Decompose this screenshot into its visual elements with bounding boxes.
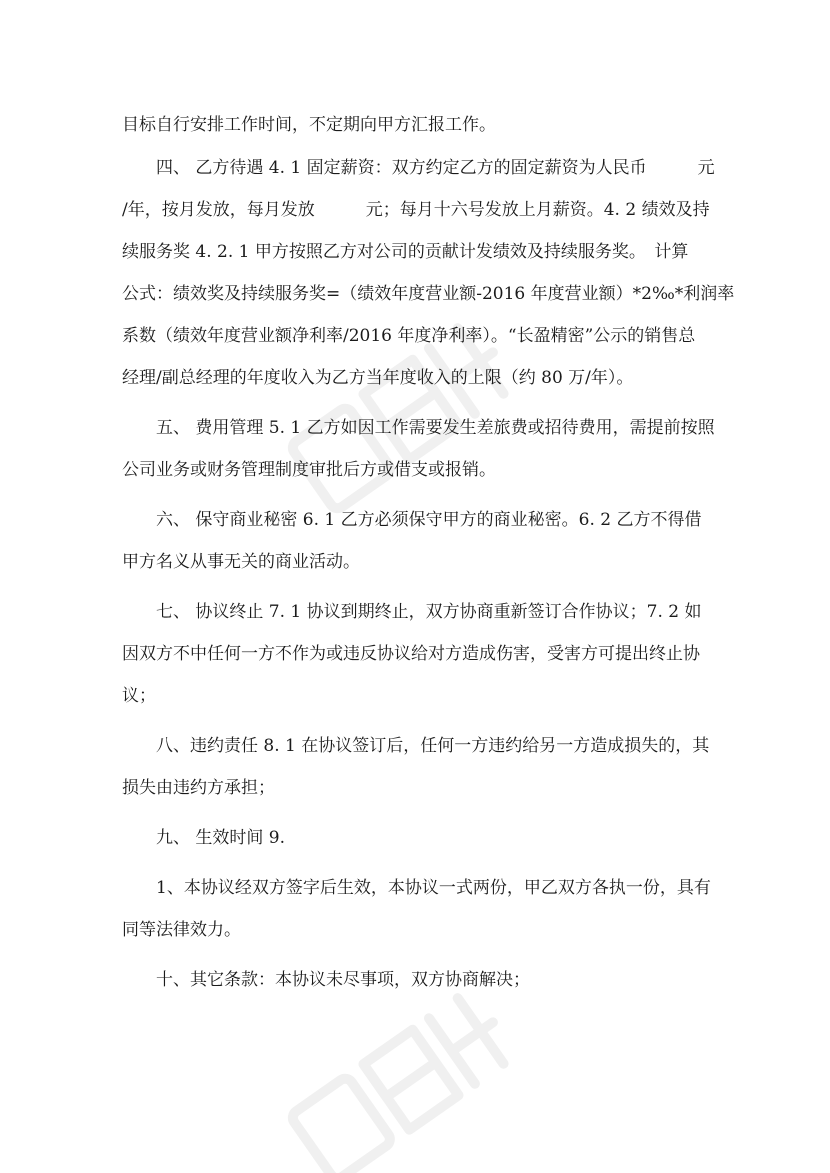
text-line: 七、 协议终止 7. 1 协议到期终止，双方协商重新签订合作协议；7. 2 如 xyxy=(156,602,702,622)
text-line: 九、 生效时间 9. xyxy=(156,828,286,848)
text-line: 因双方不中任何一方不作为或违反协议给对方造成伤害，受害方可提出终止协 xyxy=(122,644,700,664)
text-line: 十、其它条款：本协议未尽事项，双方协商解决； xyxy=(156,970,530,990)
paragraph-effective-clause xyxy=(122,871,712,948)
text-line: 经理/副总经理的年度收入为乙方当年度收入的上限（约 80 万/年）。 xyxy=(122,368,634,388)
paragraph-confidentiality xyxy=(122,503,712,580)
document-body xyxy=(122,108,735,998)
paragraph-work-report xyxy=(122,108,712,143)
text-line: 议； xyxy=(122,686,156,706)
text-line: 公式：绩效奖及持续服务奖=（绩效年度营业额-2016 年度营业额）*2‰*利润率 xyxy=(122,284,735,304)
paragraph-other-terms xyxy=(122,963,712,998)
text-line: 五、 费用管理 5. 1 乙方如因工作需要发生差旅费或招待费用，需提前按照 xyxy=(156,418,715,438)
text-line: 同等法律效力。 xyxy=(122,920,241,940)
text-line: 六、 保守商业秘密 6. 1 乙方必须保守甲方的商业秘密。6. 2 乙方不得借 xyxy=(156,510,702,530)
text-line: 八、违约责任 8. 1 在协议签订后，任何一方违约给另一方造成损失的，其 xyxy=(156,736,710,756)
paragraph-expense-management xyxy=(122,411,715,488)
text-line: 1、本协议经双方签字后生效，本协议一式两份，甲乙双方各执一份，具有 xyxy=(156,878,711,898)
paragraph-effective-date xyxy=(122,821,712,856)
paragraph-termination xyxy=(122,595,712,714)
text-line: 目标自行安排工作时间，不定期向甲方汇报工作。 xyxy=(122,115,496,135)
paragraph-liability xyxy=(122,729,712,806)
text-line: 续服务奖 4. 2. 1 甲方按照乙方对公司的贡献计发绩效及持续服务奖。 计算 xyxy=(122,242,689,262)
paragraph-compensation xyxy=(122,151,735,396)
text-line: 公司业务或财务管理制度审批后方或借支或报销。 xyxy=(122,460,496,480)
text-line: 四、 乙方待遇 4. 1 固定薪资：双方约定乙方的固定薪资为人民币 元 xyxy=(156,158,715,178)
text-line: 甲方名义从事无关的商业活动。 xyxy=(122,552,360,572)
text-line: /年，按月发放，每月发放 元；每月十六号发放上月薪资。4. 2 绩效及持 xyxy=(122,200,710,220)
text-line: 系数（绩效年度营业额净利率/2016 年度净利率）。“长盈精密”公示的销售总 xyxy=(122,326,696,346)
text-line: 损失由违约方承担； xyxy=(122,778,275,798)
